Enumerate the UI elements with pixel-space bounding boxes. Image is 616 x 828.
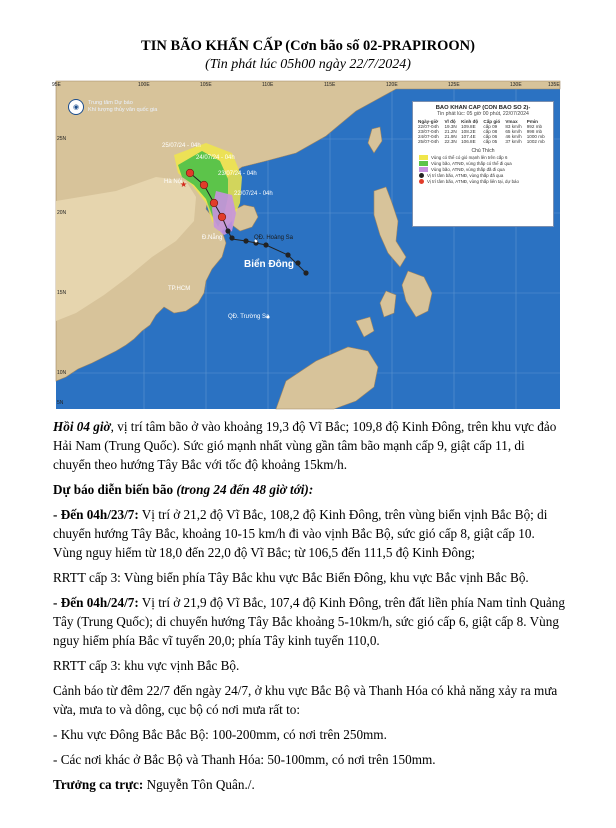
place-tphcm: TP.HCM [168,286,191,292]
legend-key-label: Vùng có thể có gió mạnh lên trên cấp 6 [431,155,508,160]
wind-zone-swatch [419,155,428,160]
forecast-heading-text: Dự báo diễn biến bão [53,482,177,497]
rain-other: - Các nơi khác ở Bắc Bộ và Thanh Hóa: 50-100mm, có nơi trên 150mm. [53,752,436,767]
legend-cell: cấp 06 [483,134,498,139]
longitude-tick-label: 120E [386,82,398,88]
legend-cell: 22.3N [444,139,457,144]
legend-key-label: Vùng bão, ATNĐ, vùng thấp có thể đi qua [431,161,512,166]
longitude-tick-label: 135E [548,82,560,88]
forecast-heading [53,480,565,499]
legend-cell: 109.8E [461,124,476,129]
longitude-tick-label: 125E [448,82,460,88]
legend-key-title: Chú Thích [471,148,495,154]
legend-th: Ngày-giờ [418,119,439,124]
past-center-icon [419,173,424,178]
legend-key-forecast-center [419,179,547,184]
longitude-tick-label: 130E [510,82,522,88]
place-hoangsa: QĐ. Hoàng Sa [254,235,294,241]
forecast-center-icon [419,179,424,184]
risk-level-23: RRTT cấp 3: Vùng biển phía Tây Bắc khu vực Bắc Biển Đông, khu vực Bắc vịnh Bắc Bộ. [53,570,529,585]
place-danang: Đ.Nẵng [202,235,223,241]
legend-th: Vmax [505,119,518,124]
p2-lead: - Đến 04h/23/7: [53,507,139,522]
p1-lead: Hồi 04 giờ [53,419,111,434]
legend-key-label: Vùng bão, ATNĐ, vùng thấp đã đi qua [431,167,505,172]
p1-text: , vị trí tâm bão ở vào khoảng 19,3 độ Vĩ Bắc; 109,8 độ Kinh Đông, trên khu vực đảo Hải Nam (Trung Quốc). Sức gió mạnh nhất vùng gần tâm bão mạnh cấp 9, giật cấp 11, di chuyển theo hướng Tây Bắc với tốc độ khoảng 15km/h. [53,419,557,472]
legend-cell: 24/07-04h [418,134,439,139]
legend-cell: 107.4E [461,134,476,139]
cone-swatch [419,161,428,166]
bulletin-title: TIN BÃO KHẨN CẤP (Cơn bão số 02-PRAPIROON) [141,38,475,54]
legend-th: Cấp gió [483,119,501,124]
taiwan-island [368,127,382,153]
legend-cell: 1002 mb [526,139,545,144]
shift-leader-label: Trưởng ca trực: [53,777,144,792]
legend-cell: 46 km/h [505,134,522,139]
legend-cell: 19.3N [444,124,457,129]
p2-text: Vị trí ở 21,2 độ Vĩ Bắc, 108,2 độ Kinh Đông, trên vùng biển vịnh Bắc Bộ; di chuyển hướng Tây Bắc, khoảng 10-15 km/h đi vào vịnh Bắc Bộ, sức gió cấp 8, giật cấp 10. Vùng nguy hiểm từ 18,0 đến 22,0 độ Vĩ Bắc; từ 106,5 đến 111,5 độ Kinh Đông; [53,507,548,560]
legend-cell: 21.2N [444,129,457,134]
past-zone-swatch [419,167,428,172]
latitude-tick-label: 10N [57,370,67,376]
svg-text:★: ★ [180,180,188,189]
legend-th: Vĩ độ [444,119,456,124]
rain-northeast: - Khu vực Đông Bắc Bắc Bộ: 100-200mm, có nơi trên 250mm. [53,727,387,742]
longitude-tick-label: 105E [200,82,212,88]
bulletin-subtitle: (Tin phát lúc 05h00 ngày 22/7/2024) [205,57,411,72]
latitude-tick-label: 15N [57,290,67,296]
place-truongsa: QĐ. Trường Sa [228,314,270,320]
map-legend [412,101,554,227]
nchmf-logo-icon: ◉ [68,99,84,115]
legend-cell: 83 km/h [505,124,522,129]
legend-key-past [419,167,547,172]
track-label-23: 23/07/24 - 04h [218,171,257,177]
legend-cell: 108.2E [461,129,476,134]
legend-th: Kinh độ [461,119,479,124]
longitude-tick-label: 95E [52,82,61,88]
legend-table [417,119,549,144]
storm-track-map [52,81,560,409]
latitude-tick-label: 20N [57,210,67,216]
logo-line-1: Trung tâm Dự báo [88,100,133,106]
longitude-tick-label: 100E [138,82,150,88]
shift-leader [53,775,565,794]
latitude-tick-label: 25N [57,136,67,142]
longitude-tick-label: 110E [262,82,274,88]
risk-level-24: RRTT cấp 3: khu vực vịnh Bắc Bộ. [53,658,240,673]
borneo-island [276,347,378,409]
legend-title: BAO KHAN CAP (CON BAO SO 2)- [435,105,531,111]
legend-cell: 25/07-04h [418,139,439,144]
place-biendong: Biển Đông [244,259,294,270]
legend-key-wind [419,155,547,160]
legend-cell: 106.8E [461,139,476,144]
legend-cell: 23/07-04h [418,129,439,134]
legend-cell: 22/07-04h [418,124,439,129]
legend-cell: cấp 08 [483,129,498,134]
legend-key-past-center [419,173,547,178]
legend-cell: cấp 05 [483,139,498,144]
legend-cell: 998 mb [526,129,543,134]
place-hanoi: Hà Nội [164,179,183,185]
legend-key-label: Vị trí tâm bão, ATNĐ, vùng thấp đã qua [427,173,504,178]
legend-cell: 37 km/h [505,139,522,144]
legend-cell: 65 km/h [505,129,522,134]
rain-warning: Cảnh báo từ đêm 22/7 đến ngày 24/7, ở khu vực Bắc Bộ và Thanh Hóa có khả năng xảy ra mưa vừa, mưa to và dông, cục bộ có nơi mưa rất to: [53,683,558,717]
legend-row [417,139,549,144]
track-label-22: 22/07/24 - 04h [234,191,273,197]
track-label-25: 25/07/24 - 04h [162,143,201,149]
legend-subtitle: Tin phát lúc: 05 giờ 00 phút, 22/07/2024 [437,111,529,117]
nchmf-logo [68,99,157,115]
latitude-tick-label: 5N [57,400,64,406]
forecast-heading-italic: (trong 24 đến 48 giờ tới): [176,482,314,497]
p4-text: Vị trí ở 21,9 độ Vĩ Bắc, 107,4 độ Kinh Đông, trên đất liền phía Nam tỉnh Quảng Tây (Trung Quốc); di chuyển hướng Tây Bắc khoảng 5-10km/h, sức gió cấp 6, giật cấp 8. Vùng nguy hiểm phía Bắc vĩ tuyến 20,0; phía Tây kinh tuyến 110,0. [53,595,565,648]
shift-leader-name: Nguyễn Tôn Quân./. [143,777,255,792]
legend-cell: 21.9N [444,134,457,139]
legend-key-cone [419,161,547,166]
forecast-24-paragraph [53,593,565,650]
legend-key-label: Vị trí tâm bão, ATNĐ, vùng thấp liên tại, dự báo [427,179,519,184]
current-position-paragraph [53,417,565,474]
logo-line-2: Khí tượng thủy văn quốc gia [88,107,158,113]
legend-th: Pmin [526,119,538,124]
bulletin-body [53,417,565,794]
track-label-24: 24/07/24 - 04h [196,155,235,161]
p4-lead: - Đến 04h/24/7: [53,595,139,610]
legend-cell: 992 mb [526,124,543,129]
forecast-23-paragraph [53,505,565,562]
longitude-tick-label: 115E [324,82,336,88]
legend-cell: 1000 mb [526,134,545,139]
legend-cell: cấp 09 [483,124,498,129]
